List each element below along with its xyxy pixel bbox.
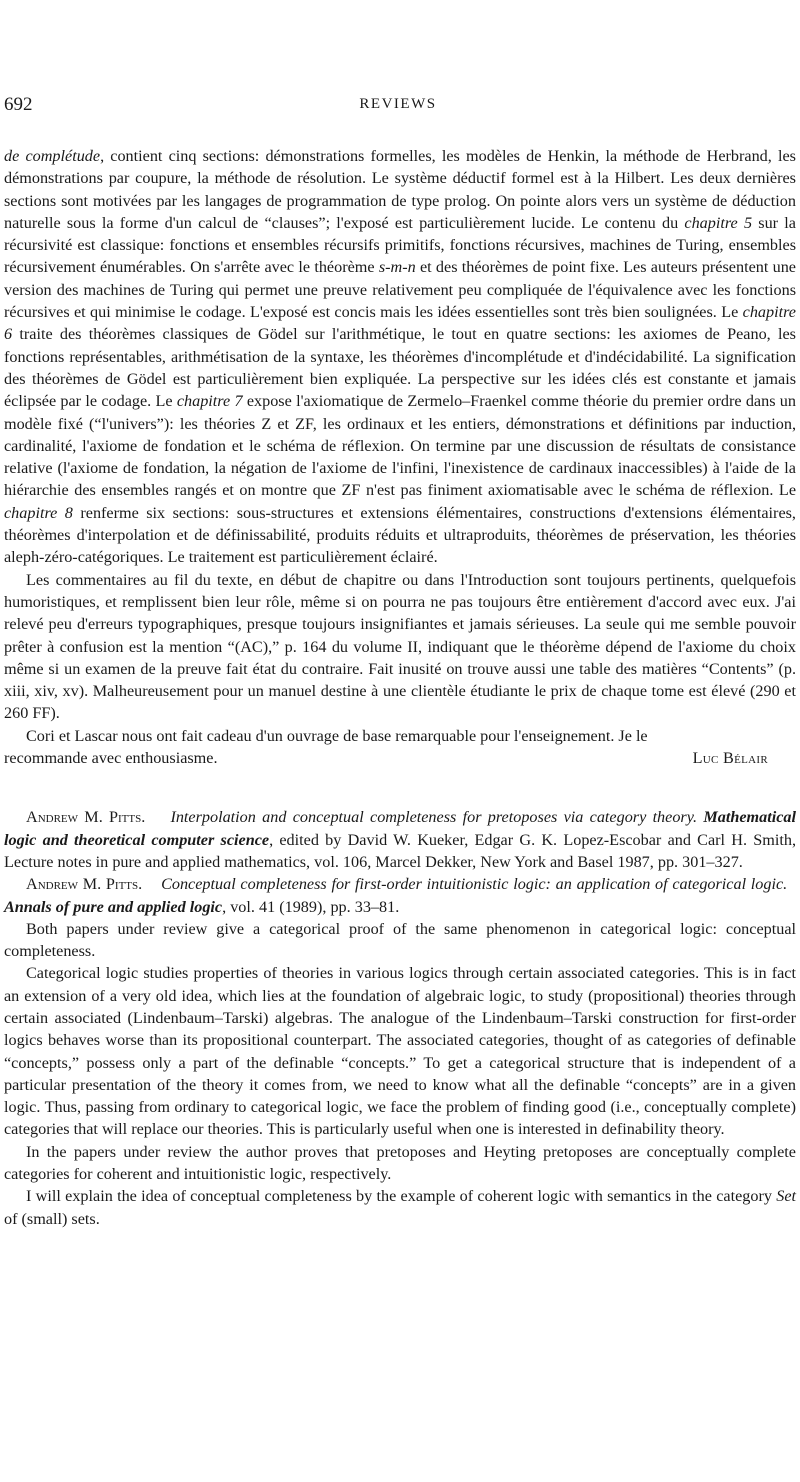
reference-title: Interpolation and conceptual completeness for pretoposes via category theory. — [170, 808, 698, 827]
text-run: sur la récursivité est classique: fonctions et ensembles récursifs primitifs, fonctions récursives, machines de Turing, ensembles récursivement énumérables. On s'arrête avec le théorème — [4, 213, 796, 277]
reference-book: Mathematical logic and theoretical computer science — [4, 808, 797, 849]
signature-line — [4, 747, 796, 769]
review1-paragraph-3: Cori et Lascar nous ont fait cadeau d'un ouvrage de base remarquable pour l'enseignement. Je le — [26, 726, 648, 745]
page-header — [4, 94, 792, 120]
review2-paragraph-2: Categorical logic studies properties of theories in various logics through certain associated categories. This is in fact an extension of a very old idea, which lies at the foundation of algebraic logic, to study (propositional) theories through certain associated (Lindenbaum–Tarski) algebras. The analogue of the Lindenbaum–Tarski construction for first-order logics behaves worse than its propositional counterpart. The associated categories, thought of as categories of definable “concepts,” possess only a part of the definable “concepts.” To get a categorical structure that is independent of a particular presentation of the theory it comes from, we need to know what all the definable “concepts” are in a given logic. Thus, passing from ordinary to categorical logic, we face the problem of finding good (i.e., conceptually complete) categories that will replace our theories. This is particularly useful when one is interested in definability theory. — [4, 964, 796, 1139]
reference-journal: Annals of pure and applied logic — [4, 897, 223, 916]
running-head: REVIEWS — [359, 96, 437, 112]
section-gap — [4, 769, 796, 806]
reviewer-signature: Luc Bélair — [692, 749, 768, 768]
emphasis: de complétude — [4, 147, 101, 165]
review1-paragraph-2: Les commentaires au fil du texte, en début de chapitre ou dans l'Introduction sont toujours pertinents, quelquefois humoristiques, et remplissent bien leur rôle, même si on pourra ne pas toujours être entièrement d'accord avec eux. J'ai relevé peu d'erreurs typographiques, presque toujours insignifiantes et jamais sérieuses. La seule qui me semble pouvoir prêter à confusion est la mention “(AC),” p. 164 du volume II, indiquant que le théorème dépend de l'axiome du choix même si un examen de la preuve fait état du contraire. Fait inusité on trouve aussi une table des matières “Contents” (p. xiii, xiv, xv). Malheureusement pour un manuel destine à une clientèle étudiante le prix de chaque tome est élevé (290 et 260 FF). — [4, 570, 796, 723]
reference-2 — [4, 873, 796, 918]
review1-paragraph-3-end: recommande avec enthousiasme. — [4, 749, 218, 768]
text-run: expose l'axiomatique de Zermelo–Fraenkel comme théorie du premier ordre dans un modèle fixé (“l'univers”): les théories Z et ZF, les ordinaux et les entiers, démonstrations et définitions par induction, cardinalité, l'axiome de fondation et le schéma de réflexion. On termine par une discussion de résultats de consistance relative (l'axiome de fondation, la négation de l'axiome de l'infini, l'inexistence de cardinaux inaccessibles) à l'aide de la hiérarchie des ensembles rangés et on montre que ZF n'est pas finiment axiomatisable avec le schéma de réflexion. Le — [4, 392, 796, 500]
reference-title: Conceptual completeness for first-order intuitionistic logic: an application of categorical logic. — [161, 875, 788, 894]
emphasis: Set — [776, 1187, 796, 1206]
reference-details: , edited by David W. Kueker, Edgar G. K. Lopez-Escobar and Carl H. Smith, Lecture notes in pure and applied mathematics, vol. 106, Marcel Dekker, New York and Basel 1987, pp. 301–327. — [4, 830, 797, 871]
text-run: et des théorèmes de point fixe. Les auteurs présentent une version des machines de Turing qui permet une preuve relativement peu compliquée de l'équivalence avec les fonctions récursives et qui minimise le codage. L'exposé est concis mais les idées essentielles sont très bien soulignées. Le — [4, 258, 796, 322]
text-run: I will explain the idea of conceptual completeness by the example of coherent logic with semantics in the category — [26, 1187, 777, 1206]
emphasis: chapitre 6 — [4, 303, 796, 344]
review2-paragraph-4 — [4, 1185, 796, 1230]
review2-paragraph-1: Both papers under review give a categorical proof of the same phenomenon in categorical logic: conceptual completeness. — [4, 919, 796, 961]
body-text — [4, 145, 796, 1230]
reference-author: Andrew M. Pitts. — [26, 875, 143, 894]
text-run: renferme six sections: sous-structures et extensions élémentaires, constructions d'extensions élémentaires, théorèmes d'interpolation et de définissabilité, produits réduits et ultraproduits, théorèmes de préservation, les théories aleph-zéro-catégoriques. Le traitement est particulièrement éclairé. — [4, 503, 796, 567]
emphasis: s-m-n — [378, 258, 416, 277]
review1-paragraph-1 — [4, 145, 796, 569]
reference-details: , vol. 41 (1989), pp. 33–81. — [222, 897, 400, 916]
page-number: 692 — [4, 94, 33, 115]
text-run: traite des théorèmes classiques de Gödel sur l'arithmétique, le tout en quatre sections: les axiomes de Peano, les fonctions représentables, arithmétisation de la syntaxe, les théorèmes d'incomplétude et d'indécidabilité. La signification des théorèmes de Gödel est particulièrement bien expliquée. La perspective sur les idées clés est constante et jamais éclipsée par le codage. Le — [4, 325, 796, 411]
review2-paragraph-3: In the papers under review the author proves that pretoposes and Heyting pretoposes are conceptually complete categories for coherent and intuitionistic logic, respectively. — [4, 1142, 796, 1184]
emphasis: chapitre 8 — [4, 503, 73, 522]
reference-1 — [4, 806, 796, 873]
text-run: of (small) sets. — [4, 1209, 100, 1228]
emphasis: chapitre 5 — [684, 213, 753, 232]
emphasis: chapitre 7 — [176, 392, 243, 411]
text-run: , contient cinq sections: démonstrations formelles, les modèles de Henkin, la méthode de Herbrand, les démonstrations par coupure, la méthode de résolution. Le système déductif formel est à la Hilbert. Les deux dernières sections sont motivées par les langages de programmation de type prolog. On pointe alors vers un système de déduction naturelle sous la forme d'un calcul de “clauses”; l'exposé est particulièrement lucide. Le contenu du — [4, 147, 796, 232]
reference-author: Andrew M. Pitts. — [26, 808, 146, 827]
